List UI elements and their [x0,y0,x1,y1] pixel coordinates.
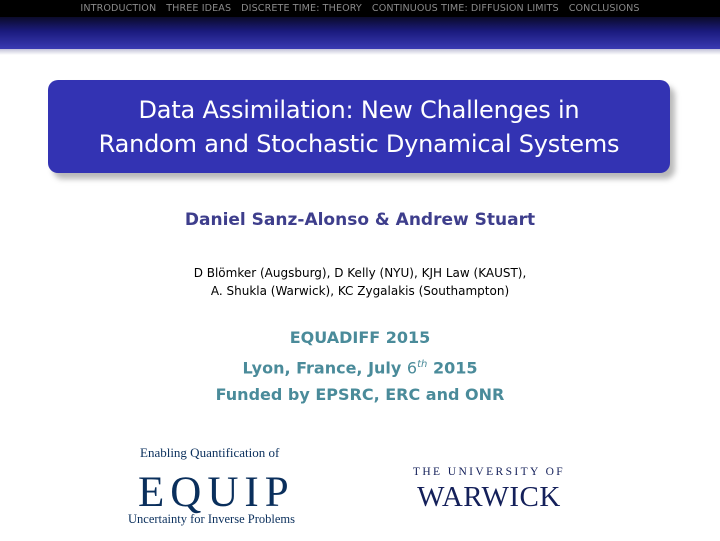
conference-name: EQUADIFF 2015 [289,328,431,347]
authors: Daniel Sanz-Alonso & Andrew Stuart [184,210,536,230]
warwick-top-text: THE UNIVERSITY OF [412,466,566,478]
equip-subtitle: Uncertainty for Inverse Problems [128,512,295,526]
conference-year: 2015 [432,358,478,378]
collaborators [0,264,720,300]
conference-day: 6 [406,358,418,378]
section-navigation-bar [0,0,720,17]
nav-item-continuous-time[interactable]: CONTINUOUS TIME: DIFFUSION LIMITS [371,3,559,14]
equip-wordmark-icon [136,466,312,514]
university-of-warwick-logo [400,466,580,520]
nav-item-discrete-time[interactable]: DISCRETE TIME: THEORY [241,3,362,14]
collaborators-line-2: A. Shukla (Warwick), KC Zygalakis (Southampton) [210,284,510,298]
collaborators-line-1: D Blömker (Augsburg), D Kelly (NYU), KJH Law (KAUST), [193,266,527,280]
nav-items [80,3,639,14]
header-gradient-band [0,17,720,49]
conference-location-date [0,351,720,381]
header-shadow [0,49,720,55]
title-line-1: Data Assimilation: New Challenges in [138,95,580,124]
conference-location: Lyon, France, July [242,358,402,378]
nav-item-three-ideas[interactable]: THREE IDEAS [166,3,232,14]
title-line-2: Random and Stochastic Dynamical Systems [98,129,620,158]
nav-item-introduction[interactable]: INTRODUCTION [80,3,157,14]
conference-day-suffix: th [417,359,428,370]
equip-wordmark: EQUIP [138,469,295,514]
warwick-wordmark: WARWICK [417,481,561,513]
funding-line: Funded by EPSRC, ERC and ONR [215,385,505,405]
title-box [48,80,670,173]
conference-info [0,324,720,408]
nav-item-conclusions[interactable]: CONCLUSIONS [568,3,640,14]
equip-logo [128,440,328,532]
equip-tagline: Enabling Quantification of [140,445,280,460]
